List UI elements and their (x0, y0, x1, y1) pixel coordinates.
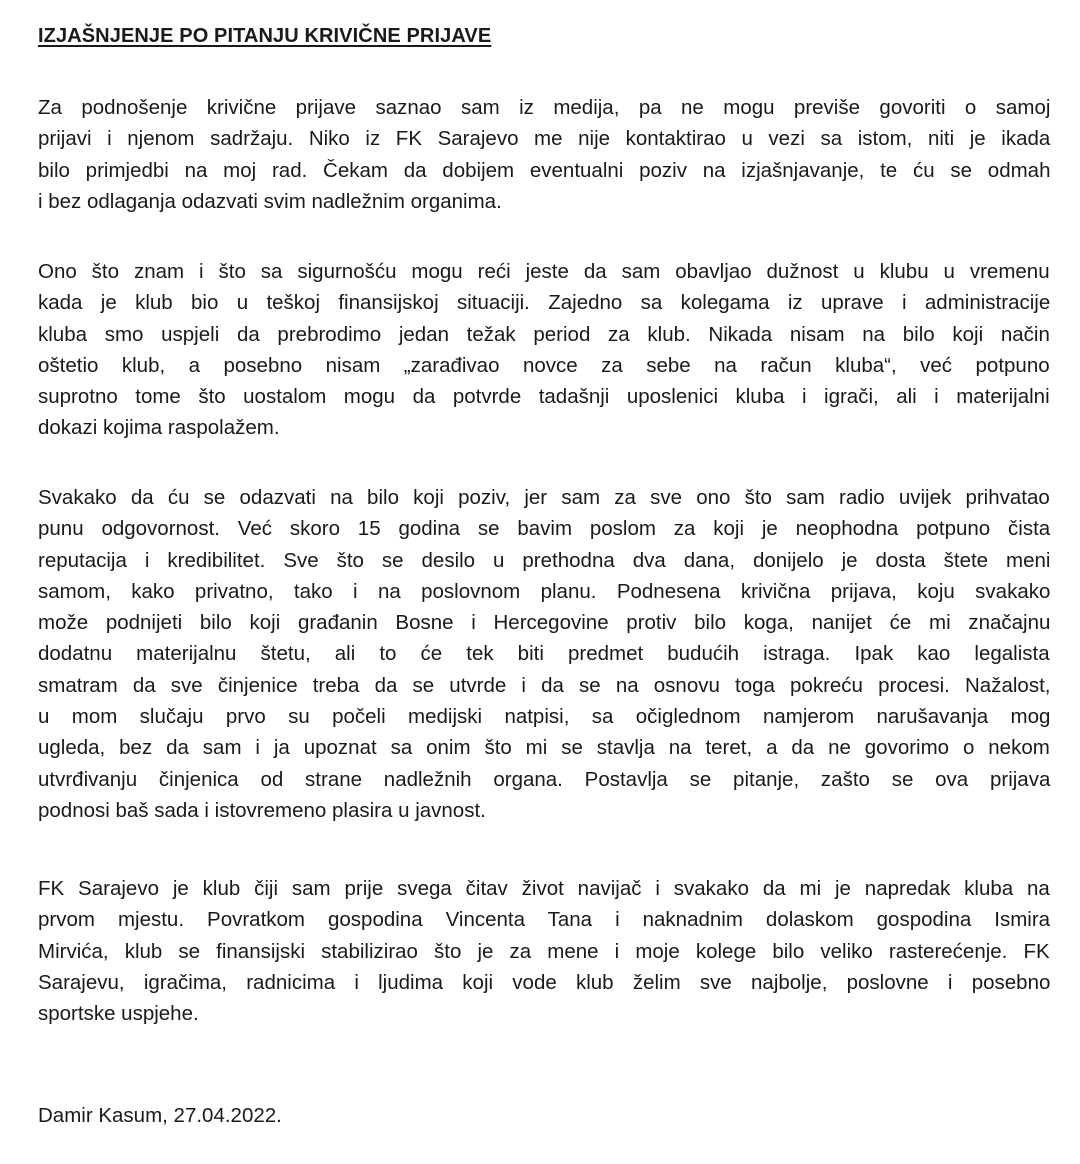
paragraph-line: reputacija i kredibilitet. Sve što se desilo u prethodna dva dana, donijelo je dosta štete meni (38, 548, 1051, 572)
paragraph-line: sportske uspjehe. (38, 1002, 199, 1026)
signature-line: Damir Kasum, 27.04.2022. (38, 1104, 282, 1127)
paragraph-line: podnosi baš sada i istovremeno plasira u javnost. (38, 798, 486, 822)
paragraph-1 (38, 92, 1050, 217)
paragraph-line: punu odgovornost. Već skoro 15 godina se bavim poslom za koji je neophodna potpuno čista (38, 517, 1051, 541)
paragraph-line: suprotno tome što uostalom mogu da potvrde tadašnji uposlenici kluba i igrači, ali i materijalni (38, 385, 1050, 409)
paragraph-2 (38, 256, 1050, 444)
paragraph-line: prvom mjestu. Povratkom gospodina Vincenta Tana i naknadnim dolaskom gospodina Ismira (38, 908, 1051, 932)
paragraph-line: Za podnošenje krivične prijave saznao sam iz medija, pa ne mogu previše govoriti o samoj (38, 96, 1051, 119)
paragraph-line: u mom slučaju prvo su počeli medijski natpisi, sa očiglednom namjerom narušavanja mog (38, 705, 1051, 729)
paragraph-line: kada je klub bio u teškoj finansijskoj situaciji. Zajedno sa kolegama iz uprave i administracije (38, 291, 1051, 315)
paragraph-line: bilo primjedbi na moj rad. Čekam da dobijem eventualni poziv na izjašnjavanje, te ću se odmah (38, 158, 1051, 182)
paragraph-line: smatram da sve činjenice treba da se utvrde i da se na osnovu toga pokreću procesi. Nažalost, (38, 673, 1051, 697)
paragraph-line: dokazi kojima raspolažem. (38, 416, 280, 440)
paragraph-line: Ono što znam i što sa sigurnošću mogu reći jeste da sam obavljao dužnost u klubu u vremenu (38, 260, 1050, 283)
paragraph-line: utvrđivanju činjenica od strane nadležnih organa. Postavlja se pitanje, zašto se ova prijava (38, 767, 1051, 791)
paragraph-line: kluba smo uspjeli da prebrodimo jedan težak period za klub. Nikada nisam na bilo koji način (38, 322, 1050, 346)
paragraph-line: Mirvića, klub se finansijski stabilizirao što je za mene i moje kolege bilo veliko rasterećenje. FK (38, 939, 1050, 963)
paragraph-line: i bez odlaganja odazvati svim nadležnim organima. (38, 189, 502, 213)
paragraph-3 (38, 482, 1050, 826)
paragraph-line: FK Sarajevo je klub čiji sam prije svega čitav život navijač i svakako da mi je napredak kluba na (38, 877, 1050, 900)
paragraph-line: Sarajevu, igračima, radnicima i ljudima koji vode klub želim sve najbolje, poslovne i posebno (38, 970, 1051, 994)
paragraph-line: ugleda, bez da sam i ja upoznat sa onim što mi se stavlja na teret, a da ne govorimo o nekom (38, 736, 1050, 760)
paragraph-line: Svakako da ću se odazvati na bilo koji poziv, jer sam za sve ono što sam radio uvijek prihvatao (38, 486, 1050, 509)
paragraph-line: može podnijeti bilo koji građanin Bosne i Hercegovine protiv bilo koga, nanijet će mi značajnu (38, 611, 1051, 635)
paragraph-line: prijavi i njenom sadržaju. Niko iz FK Sarajevo me nije kontaktirao u vezi sa istom, niti je ikada (38, 127, 1051, 151)
paragraph-4 (38, 873, 1050, 1029)
paragraph-line: oštetio klub, a posebno nisam „zarađivao novce za sebe na račun kluba“, već potpuno (38, 353, 1050, 377)
paragraph-line: samom, kako privatno, tako i na poslovnom planu. Podnesena krivična prijava, koju svakako (38, 579, 1051, 603)
paragraph-line: dodatnu materijalnu štetu, ali to će tek biti predmet budućih istraga. Ipak kao legalista (38, 642, 1050, 666)
document-title: IZJAŠNJENJE PO PITANJU KRIVIČNE PRIJAVE (38, 25, 492, 47)
